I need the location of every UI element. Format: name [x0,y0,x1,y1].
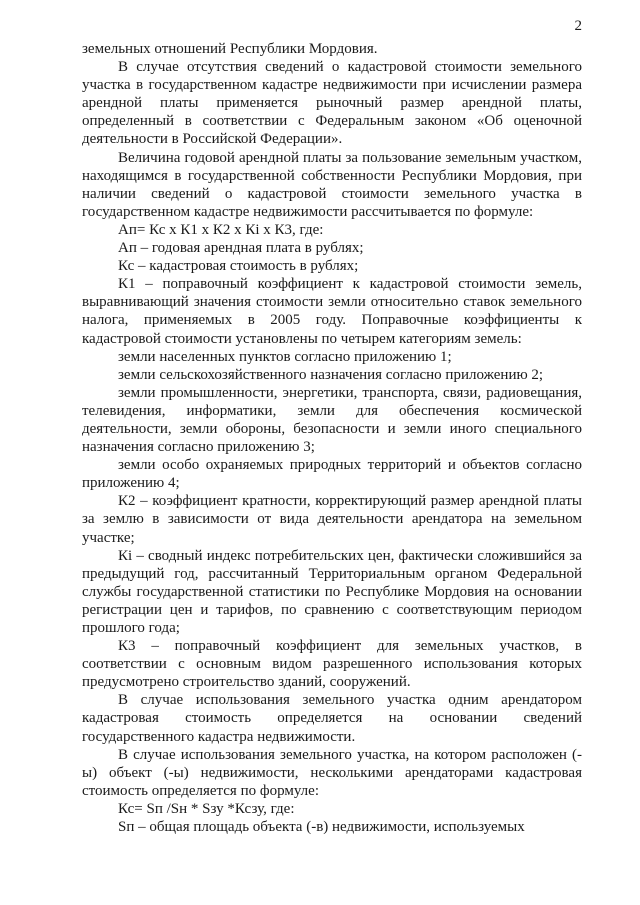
definition-ki: Кi – сводный индекс потребительских цен, фактически сложившийся за предыдущий год, рассчитанный Территориальным органом Федеральной службы государственной статистики по Республике Мордовия на основании регистрации цен и тарифов, по сравнению с соответствующим периодом прошлого года; [82,547,582,636]
paragraph-annual-rent: Величина годовой арендной платы за пользование земельным участком, находящимся в государственной собственности Республики Мордовия, при наличии сведений о кадастровой стоимости земельного участка в государственном кадастре недвижимости рассчитывается по формуле: [82,149,582,220]
document-body [82,40,582,836]
land-category-4: земли особо охраняемых природных территорий и объектов согласно приложению 4; [82,457,582,492]
formula-rent: Ап= Кс х К1 х К2 х Кi х К3, где: [118,221,324,238]
paragraph-continuation: земельных отношений Республики Мордовия. [82,41,378,57]
page-number: 2 [574,18,582,34]
definition-kc: Кс – кадастровая стоимость в рублях; [118,258,359,275]
definition-k2: К2 – коэффициент кратности, корректирующий размер арендной платы за землю в зависимости от вида деятельности арендатора на земельном участке; [82,493,582,546]
definition-sp: Sп – общая площадь объекта (-в) недвижимости, используемых [118,819,525,836]
definition-k3: К3 – поправочный коэффициент для земельных участков, в соответствии с основным видом разрешенного использования которых предусмотрено строительство зданий, сооружений. [82,638,582,691]
formula-kc: Кс= Sп /Sн * Sзу *Ксзу, где: [118,800,295,817]
land-category-1: земли населенных пунктов согласно приложению 1; [118,348,452,365]
definition-k1: К1 – поправочный коэффициент к кадастровой стоимости земель, выравнивающий значения стоимости земли относительно ставок земельного налога, применяемых в 2005 году. Поправочные коэффициенты к кадастровой стоимости установлены по четырем категориям земель: [82,276,582,347]
paragraph-single-tenant: В случае использования земельного участка одним арендатором кадастровая стоимость определяется на основании сведений государственного кадастра недвижимости. [82,692,582,745]
land-category-3: земли промышленности, энергетики, транспорта, связи, радиовещания, телевидения, информатики, земли для обеспечения космической деятельности, земли обороны, безопасности и земли иного специального назначения согласно приложению 3; [82,384,582,456]
paragraph-multiple-tenants: В случае использования земельного участка, на котором расположен (-ы) объект (-ы) недвижимости, несколькими арендаторами кадастровая стоимость определяется по формуле: [82,746,582,799]
definition-an: Ап – годовая арендная плата в рублях; [118,240,364,257]
land-category-2: земли сельскохозяйственного назначения согласно приложению 2; [118,366,544,383]
paragraph-market-rent: В случае отсутствия сведений о кадастровой стоимости земельного участка в государственном кадастре недвижимости при исчислении размера арендной платы применяется рыночный размер арендной платы, определенный в соответствии с Федеральным законом «Об оценочной деятельности в Российской Федерации». [82,59,582,148]
